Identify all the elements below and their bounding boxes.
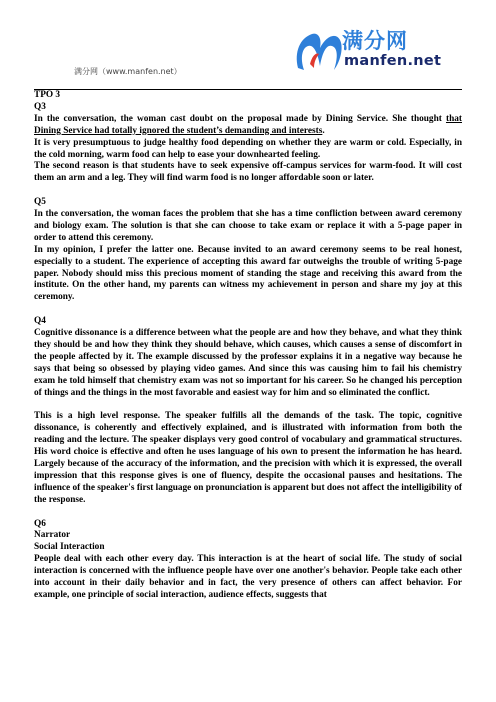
q6-narrator: Narrator <box>34 530 71 541</box>
doc-title: TPO 3 <box>34 90 61 100</box>
spacer <box>34 304 462 316</box>
q3-p1-text: In the conversation, the woman cast doubt on the proposal made by Dining Service. She thought <box>34 113 446 124</box>
page-header <box>0 0 496 90</box>
spacer <box>34 400 462 412</box>
q3-heading: Q3 <box>34 101 46 112</box>
q3-paragraph-1 <box>34 114 462 138</box>
q6-heading: Q6 <box>34 518 46 529</box>
q5-paragraph-1: In the conversation, the woman faces the problem that she has a time confliction between award ceremony and biology exam. The solution is that she can choose to take exam or replace it with a 5-page paper in order to attend this ceremony. <box>34 209 462 243</box>
q3-paragraph-3: The second reason is that students have to seek expensive off-campus services for warm-food. It will cost them an arm and a leg. They will find warm food is no longer affordable soon or later. <box>34 161 462 184</box>
q5-paragraph-2: In my opinion, I prefer the latter one. Because invited to an award ceremony seems to be real honest, especially to a student. The experience of accepting this award far outweighs the trouble of writing 5-page paper. Nobody should miss this precious moment of standing the stage and receiving this award from the institute. On the other hand, my parents can witness my achievement in person and share my joy at this ceremony. <box>34 244 462 303</box>
q6-paragraph-1: People deal with each other every day. This interaction is at the heart of social life. The study of social interaction is concerned with the influence people have over one another's behavior. People take each other into account in their daily behavior and in fact, the very presence of others can affect behavior. For example, one principle of social interaction, audience effects, suggests that <box>34 554 462 600</box>
logo-english-text: manfen.net <box>344 53 442 69</box>
q3-paragraph-2: It is very presumptuous to judge healthy food depending on whether they are warm or cold. Especially, in the cold morning, warm food can help to ease your downhearted feeling. <box>34 137 462 160</box>
spacer <box>34 185 462 197</box>
manfen-logo[interactable] <box>292 24 462 80</box>
site-url-text[interactable]: 满分网（www.manfen.net） <box>74 67 182 76</box>
q6-subtitle: Social Interaction <box>34 542 105 553</box>
document-body <box>34 90 462 602</box>
q4-heading: Q4 <box>34 316 46 327</box>
logo-mark-icon <box>292 24 348 80</box>
logo-chinese-text: 满分网 <box>342 29 408 53</box>
q3-p1-end: . <box>322 125 325 136</box>
q3-p1-underlined: that Dining Service had totally ignored the student’s demanding and interests <box>34 113 462 136</box>
q4-paragraph-1: Cognitive dissonance is a difference between what the people are and how they behave, and what they think they should be and how they think they should behave, which causes, which causes a sense of discomfort in the people affected by it. The example discussed by the professor explains it in a negative way because he says that being so obsessed by playing video games. And since this was causing him to fail his chemistry exam he told himself that chemistry exam was not so important for his career. So he changed his perception of things and the things in the most favorable and easiest way for him and so eliminated the conflict. <box>34 328 462 398</box>
spacer <box>34 507 462 519</box>
q4-paragraph-2: This is a high level response. The speaker fulfills all the demands of the task. The topic, cognitive dissonance, is coherently and effectively explained, and is illustrated with information from both the reading and the lecture. The speaker displays very good control of vocabulary and grammatical structures. His word choice is effective and often he uses language of his own to present the information he has heard. Largely because of the accuracy of the information, and the precision with which it is expressed, the overall impression that this response gives is one of fluency, despite the occasional pauses and hesitations. The influence of the speaker's first language on pronunciation is apparent but does not affect the intelligibility of the response. <box>34 411 462 505</box>
q5-heading: Q5 <box>34 197 46 208</box>
